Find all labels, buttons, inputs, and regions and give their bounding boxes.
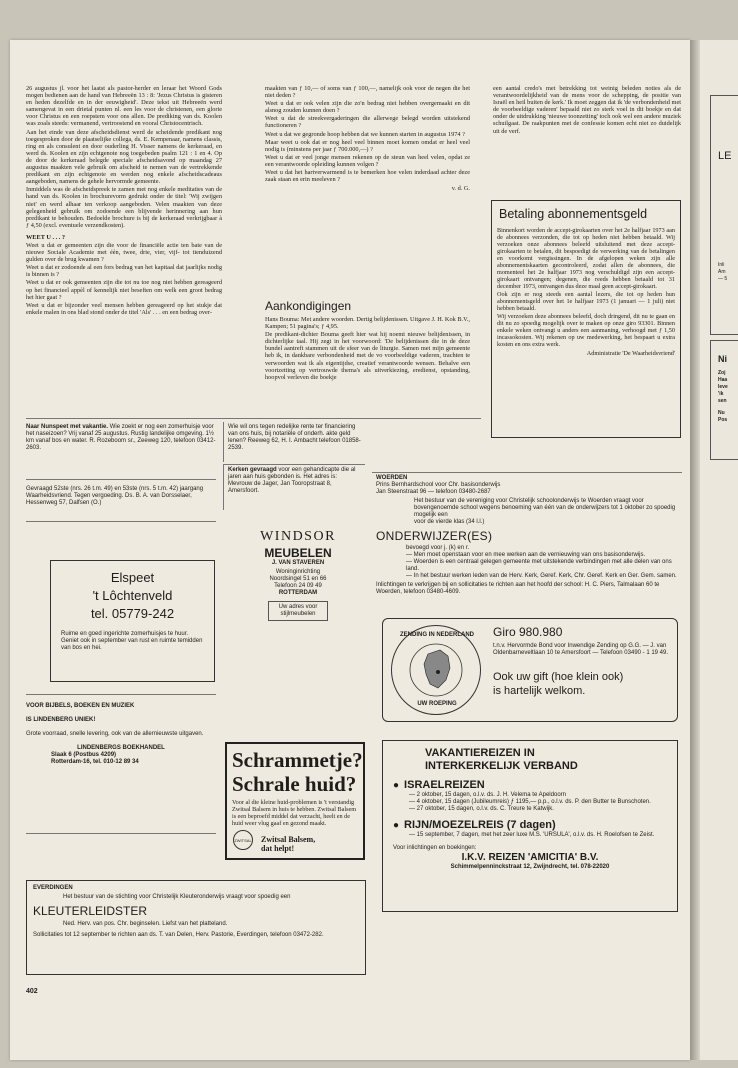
reizen-item: — 2 oktober, 15 dagen, o.l.v. ds. J. H. Velema te Apeldoorn — [409, 792, 566, 798]
next-page-text: — 5 — [718, 276, 728, 282]
ad-nunspeet — [26, 422, 216, 480]
signature: Administratie 'De Waarheidsvriend' — [586, 350, 675, 357]
stamp-bottom-text: UW ROEPING — [417, 701, 457, 707]
paragraph: maakten van ƒ 10,— of soms van ƒ 100,—, namelijk ook voor de negen die het niet deden ? — [265, 85, 470, 100]
reizen-title2: INTERKERKELIJK VERBAND — [425, 760, 578, 772]
zending-giro: Giro 980.980 — [493, 625, 563, 639]
page-number: 402 — [26, 988, 38, 995]
next-page-text: 'ik — [718, 391, 724, 397]
balsem-slogan1: Zwitsal Balsem, — [261, 835, 316, 844]
reizen-company: I.K.V. REIZEN 'AMICITIA' B.V. — [461, 852, 599, 863]
ad-title: Kerken gevraagd — [228, 467, 277, 473]
paragraph: Weet u dat de streekvergaderingen die allerwege belegd worden uitstekend functioneren ? — [265, 115, 470, 130]
balsem-headline1: Schrammetje? — [232, 748, 363, 772]
paragraph: Hans Bouma: Met andere woorden. Dertig belijdenissen. Uitgave J. H. Kok B.V., Kampen; 51 pagina's; ƒ 4,95. — [265, 316, 470, 331]
next-page-text: leve — [718, 384, 728, 390]
paragraph: Weet u dat er gemeenten zijn die voor de financiële actie ten bate van de nieuwe Sociale Academie met één, twee, drie, vier, vijf- tot tienduizend gulden over de brug kwamen ? — [26, 241, 222, 264]
reizen-item: — 27 oktober, 15 dagen, o.l.v. ds. C. Treure te Katwijk. — [409, 806, 554, 812]
lindenberg-address1: Slaak 6 (Postbus 4209) — [51, 752, 117, 758]
ad-windsor — [238, 522, 358, 672]
reizen-israel-title: ● ISRAELREIZEN — [393, 779, 667, 792]
woerden-req: — Woerden is een centraal gelegen gemeente met uitstekende verbindingen met alle delen van ons land. — [406, 559, 672, 572]
balsem-headline2: Schrale huid? — [232, 772, 357, 796]
next-page-text: sen — [718, 398, 727, 404]
woerden-school: Prins Bernhardschool voor Chr. basisonderwijs — [376, 482, 501, 488]
woerden-place: WOERDEN — [376, 475, 408, 481]
paragraph: De predikant-dichter Bouma geeft hier wat hij noemt nieuwe belijdenissen, in dichterlijke taal. Hij zegt in het voorwoord: 'De belijdenissen die in de deze bundel aantreft stammen uit de sfeer van de liturgie. Samen met mijn gemeente heb ik, in dankbare verbondenheid met de vo voorbeeldige vaderen, trachten te verwoorden wat ik als eigentijdse, creatief verantwoorde wensen. Behalve een voortzetting op vertrouwde thema's als uitverkiezing, eredienst, opstanding, hoopvol verleven die boekje — [265, 331, 470, 381]
woerden-footer: Inlichtingen te verkrijgen bij en sollicitaties te richten aan het hoofd der school: H. C. Piers, Talmalaan 60 te Woerden, telefoon 03480-4609. — [376, 582, 660, 595]
signature: v. d. G. — [451, 185, 470, 193]
reizen-item: — 4 oktober, 15 dagen (Jubileumreis) ƒ 1195,— p.p., o.l.v. ds. P. den Butter te Bunschoten. — [409, 799, 651, 805]
ad-reizen — [382, 740, 678, 912]
woerden-address: Jan Steenstraat 96 — telefoon 03480-2687 — [376, 489, 491, 495]
windsor-line: Noordsingel 51 en 66 — [269, 576, 327, 582]
ad-title: Naar Nunspeet met vakantie. — [26, 424, 109, 430]
woerden-intro2: voor de vierde klas (34 l.l.) — [414, 519, 485, 525]
paragraph: Weet u dat er ook gemeenten zijn die tot nu toe nog niet hebben gereageerd op het financieel appèl of kennelijk niet beseften om welk een groot bedrag het hier gaat ? — [26, 279, 222, 301]
lindenberg-line1: VOOR BIJBELS, BOEKEN EN MUZIEK — [26, 703, 135, 709]
reizen-title1: VAKANTIEREIZEN IN — [425, 747, 535, 759]
aankondigingen-heading: Aankondigingen — [265, 299, 352, 313]
windsor-owner: J. VAN STAVEREN — [271, 560, 325, 566]
ad-lindenberg — [26, 694, 216, 834]
next-page-text: Pos — [718, 417, 728, 423]
stamp-top-text: ZENDING IN NEDERLAND — [399, 632, 474, 638]
column-1 — [26, 85, 222, 317]
weet-heading: WEET U . . . ? — [26, 233, 66, 241]
ad-gevraagd — [26, 484, 216, 522]
binding-gutter — [690, 40, 700, 1060]
woerden-intro: Het bestuur van de vereniging voor Christelijk schoolonderwijs te Woerden vraagt voor bovengenoemde school wegens benoeming van één van de onderwijzers tot 1 oktober zo spoedig mogelijk een — [414, 498, 676, 518]
paragraph: Binnenkort worden de accept-girokaarten over het 2e halfjaar 1973 aan de abonnees verzonden, die tot op heden niet hebben betaald. Wij verzoeken onze abonnees beleefd uitsluitend met deze accept-girokaarten te betalen, dit bespoedigt de verwerking van de betalingen en voorkomt vergissingen. In de afgelopen weken zijn alle abonnementskaarten gecontroleerd, zodat allen de abonnees, die momenteel het 2e halfjaar 1973 nog verschuldigd zijn een accept-girokaart ontvangen; degenen, die reeds hebben betaald tot 31 december 1973, ontvangen dus deze maal geen accept-girokaart. — [497, 227, 675, 290]
paragraph: Wij verzoeken deze abonnees beleefd, doch dringend, dit nu te gaan en dit nu zo spoedig mogelijk over te maken op onze giro 93301. Binnen enkele weken ontvangt u anders een aanmaning, verhoogd met ƒ 1,50 incassokosten. Wij rekenen op uw medewerking, het bespaart u extra kosten en ons extra werk. — [497, 313, 675, 348]
next-page-text: Zoj — [718, 370, 726, 376]
paragraph: Weet u dat er zodoende al een fors bedrag van het kapitaal dat jaarlijks nodig is binnen is ? — [26, 264, 222, 279]
paragraph: Weet u dat er ook velen zijn die zo'n bedrag niet hebben overgemaakt en dit alsnog zouden kunnen doen ? — [265, 100, 470, 115]
ad-kerken — [223, 464, 365, 510]
betaling-box — [491, 200, 681, 438]
ad-woning — [223, 422, 365, 462]
lindenberg-line3: Grote voorraad, snelle levering, ook van de allernieuwste uitgaven. — [26, 731, 204, 737]
windsor-title: MEUBELEN — [264, 546, 332, 560]
reizen-rijn-title: ● RIJN/MOEZELREIS (7 dagen) — [393, 819, 667, 832]
lindenberg-name: LINDENBERGS BOEKHANDEL — [77, 745, 165, 751]
next-page-box — [710, 95, 738, 335]
paragraph: Weet u dat er veel jonge mensen rekenen op de steun van heel velen, opdat ze een verantwoorde opleiding kunnen volgen ? — [265, 153, 470, 168]
ad-text: Wie wil ons tegen redelijke rente ter financiering van ons huis, bij notariële of onderh. akte geld lenen? Reeweg 62, H. I. Ambacht telefoon 01858-2539. — [228, 424, 361, 451]
next-page-text: Inli — [718, 262, 725, 268]
elspeet-phone: tel. 05779-242 — [90, 606, 175, 621]
paragraph: Ook zijn er nog steeds een aantal lezers, die tot op heden hun abonnementsgeld over het 1e halfjaar 1973 (1 januari — 1 juli) niet hebben betaald. — [497, 291, 675, 312]
everdingen-footer: Sollicitaties tot 12 september te richten aan ds. T. van Delen, Herv. Pastorie, Everdingen, telefoon 03472-282. — [33, 932, 324, 938]
woerden-req: — In het bestuur werken leden van de Herv. Kerk, Geref. Kerk, Chr. Geref. Kerk en Ger. Gem. samen. — [406, 573, 677, 579]
elspeet-place: Elspeet — [110, 570, 155, 585]
reizen-address: Schimmelpenninckstraat 12, Zwijndrecht, tel. 078-22020 — [450, 864, 610, 870]
woerden-title: ONDERWIJZER(ES) — [376, 529, 493, 543]
zending-appeal2: is hartelijk welkom. — [493, 685, 586, 697]
zending-appeal1: Ook uw gift (hoe klein ook) — [493, 671, 624, 683]
zwitsal-logo: ZWITSAL — [233, 830, 253, 850]
windsor-line: Woninginrichting — [275, 569, 321, 575]
windsor-city: ROTTERDAM — [278, 590, 318, 596]
paragraph: Weet u dat het hartverwarmend is te bemerken hoe velen inderdaad achter deze zaak staan en erin meeleven ? — [265, 169, 470, 184]
next-page-text: Am — [718, 269, 726, 275]
lindenberg-line2: IS LINDENBERG UNIEK! — [26, 717, 96, 723]
next-page-text: Nu — [718, 410, 725, 416]
betaling-heading: Betaling abonnementsgeld — [499, 207, 648, 221]
paragraph: Weet u dat er bijzonder veel mensen hebben gereageerd op het stukje dat enkele malen in ons blad stond onder de titel 'Als' . . . en een bedrag over- — [26, 301, 222, 316]
paragraph: 26 augustus jl. voor het laatst als pastor-herder en leraar het Woord Gods mogen bedienen aan de hand van Hebreeën 13 : 8: 'Jezus Christus is gisteren en heden dezelfde en in der eeuwigheid'. Deze tekst uit Hebreeën werd samengevat in een drietal punten nl. een les voor de christenen, een glorie voor Christus en een roepstem voor ons allen. De prediking van ds. Koolen was zoals steeds: vermanend, vertroostend en vooral Christocentrisch. — [26, 85, 222, 128]
everdingen-place: EVERDINGEN — [33, 885, 73, 891]
ad-text: Wie zoekt er nog een zomerhuisje voor het naseizoen? Vrij vanaf 25 augustus. Rustig landelijke omgeving. 1½ km vanaf bos en water. R. Rozeboom sr., Zeeweg 120, telefoon 03412-2603. — [26, 424, 216, 451]
elspeet-name: 't Lôchtenveld — [92, 588, 173, 603]
ad-zending — [382, 618, 678, 722]
column-3 — [493, 85, 681, 136]
windsor-tagline: Uw adres voor — [278, 604, 318, 610]
next-page-text: Ni — [718, 354, 727, 364]
ad-elspeet — [50, 560, 215, 682]
paragraph: Maar weet u ook dat er nog heel veel binnen moet komen omdat er heel veel nodig is (minstens per jaar ƒ 700.000,—) ? — [265, 138, 470, 153]
ad-woerden — [372, 472, 682, 602]
elspeet-text: Ruime en goed ingerichte zomerhuisjes te huur. Geniet ook in september van rust en ruimte temidden van bos en hei. — [61, 631, 203, 651]
reizen-info: Voor inlichtingen en boekingen: — [393, 845, 477, 851]
next-page-edge — [700, 40, 738, 1060]
aankondigingen — [265, 295, 470, 382]
divider — [26, 418, 481, 419]
zending-stamp-icon — [391, 625, 481, 715]
paragraph: een aantal credo's met betrekking tot weinig beleden noties als de verantwoordelijkheid van de mens voor de schepping, de positie van Israël en heil buiten de kerk.' Ik moet zeggen dat ik 'de verbondenheid met de voorbeeldige vaderen' bepaald niet zo sterk voel in dit boekje en dat onder de uitdrukking 'nieuwe toonzetting' toch ook wel een andere muziek schuilgaat. De raakpunten met de confessie komen echt niet zo duidelijk uit de verf. — [493, 85, 681, 135]
everdingen-intro: Het bestuur van de stichting voor Christelijk Kleuteronderwijs vraagt voor spoedig een — [63, 894, 291, 900]
ad-zwitsal-balsem — [225, 742, 365, 860]
magazine-page — [10, 40, 690, 1060]
paragraph: Weet u dat we gegronde hoop hebben dat we kunnen starten in augustus 1974 ? — [265, 130, 465, 138]
balsem-slogan2: dat helpt! — [261, 844, 295, 853]
next-page-text: LE — [718, 150, 732, 162]
zending-text: t.n.v. Hervormde Bond voor Inwendige Zending op G.G. — J. van Oldenbarneveltlaan 10 te Amersfoort — Telefoon 03490 - 1 19 49. — [493, 643, 669, 656]
paragraph: Inmiddels was de afscheidspreek te zamen met nog enkele meditaties van de hand van ds. Koolen in brochurevorm gedrukt onder de titel: 'Wij zwijgen niet' en werd alhaar ten verkoop aangeboden. Velen maakten van deze gelegenheid gebruik om zodoende een blijvende herinnering aan hun predikant te behouden. Bedoelde brochure is bij de kerkeraad verkrijgbaar à ƒ 4,50 (excl. eventuele verzendkosten). — [26, 186, 222, 229]
lindenberg-address2: Rotterdam-16, tel. 010-12 89 34 — [51, 759, 139, 765]
ad-text: Gevraagd 52ste (nrs. 26 t.m. 49) en 53ste (nrs. 5 t.m. 42) jaargang Waarheidsvriend. Tegen vergoeding. Ds. B. A. van Dorsselaer, Hessenweg 57, Dalfsen (O.) — [26, 486, 204, 506]
column-2 — [265, 85, 470, 193]
ad-everdingen — [26, 880, 366, 975]
paragraph: Aan het einde van deze afscheidsdienst werd de scheidende predikant nog toegesproken door de plaatselijke collega, ds. E. Kempenaar, namens classis, ring en als consulent en door ouderling H. Visser namens de kerkeraad, en werd ds. Koolen en zijn echtgenote nog toegebeden psalm 121 : 1 en 4. Op de door de kerkeraad belegde speciale afscheidsavond op maandag 27 augustus maakten vele gebruik om afscheid te nemen van de vertrekkende predikant en zijn echtgenote en werden nog enkele afscheidscadeaus aangeboden, namens de gehele hervormde gemeente. — [26, 128, 222, 186]
balsem-text: Voor al die kleine huid-problemen is 't verstandig Zwitsal Balsem in huis te hebben. Zwitsal Balsem is een beproefd middel dat verzacht, heelt en de huid weer vlug gaaf en gezond maakt. — [232, 799, 357, 827]
ad-text: voor een gehandicapte die al jaren aan huis gebonden is. Het adres is: Mevrouw de Jager, Jan Tooropstraat 8, Amersfoort. — [228, 467, 356, 494]
woerden-req: bevoegd voor j. (k) en r. — [406, 545, 470, 551]
woerden-req: — Men moet openstaan voor en mee werken aan de vernieuwing van ons basisonderwijs. — [406, 552, 646, 558]
windsor-tagline: stijlmeubelen — [280, 611, 316, 617]
reizen-item: — 15 september, 7 dagen, met het zeer luxe M.S. 'URSULA', o.l.v. ds. H. Roelofsen te Zeist. — [409, 832, 655, 838]
windsor-line: Telefoon 24 09 49 — [274, 583, 322, 589]
windsor-brand: WINDSOR — [260, 529, 336, 544]
next-page-text: Haa — [718, 377, 728, 383]
everdingen-title: KLEUTERLEIDSTER — [33, 904, 148, 918]
everdingen-req: Ned. Herv. van pos. Chr. beginselen. Liefst van het platteland. — [63, 921, 228, 927]
